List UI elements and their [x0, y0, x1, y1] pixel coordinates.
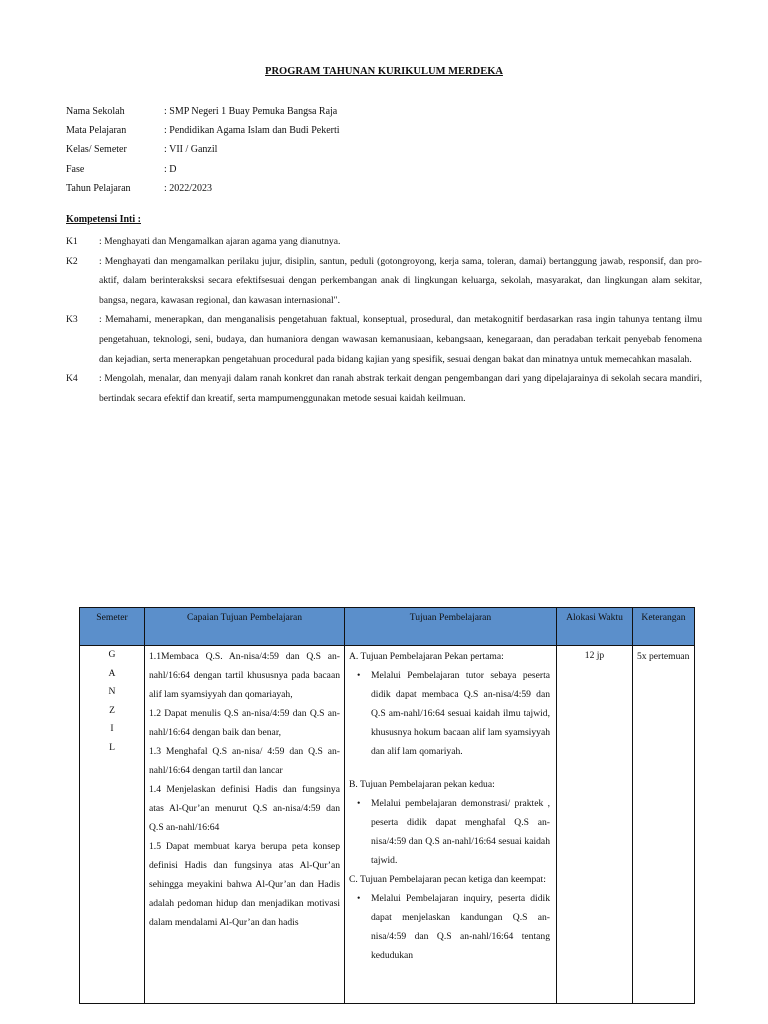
bullet-icon: •: [357, 798, 361, 809]
info-value: : Pendidikan Agama Islam dan Budi Pekerti: [164, 125, 340, 137]
capaian-item: 1.3 Menghafal Q.S an-nisa/ 4:59 dan Q.S an-nahl/16:64 dengan tartil dan lancar: [149, 746, 340, 776]
tujuan-bullet-item: [349, 666, 552, 761]
header-tujuan: Tujuan Pembelajaran: [345, 608, 557, 646]
kompetensi-inti-list: [66, 232, 702, 408]
school-info-block: [66, 102, 340, 198]
ki-item: [66, 252, 702, 311]
tujuan-heading: B. Tujuan Pembelajaran pekan kedua:: [349, 779, 495, 790]
tujuan-bullet-text: Melalui Pembelajaran inquiry, peserta didik dapat menjelaskan kandungan Q.S an-nisa/4:59 dan Q.S an-nahl/16:64 tentang kedudukan: [371, 893, 550, 961]
bullet-icon: •: [357, 670, 361, 681]
ki-item: [66, 232, 702, 252]
info-label: Mata Pelajaran: [66, 125, 127, 137]
semester-cell: [80, 646, 145, 1004]
header-capaian: Capaian Tujuan Pembelajaran: [145, 608, 345, 646]
program-table: [79, 607, 695, 1004]
semester-letter: G: [108, 649, 116, 660]
info-row-school: [66, 102, 340, 121]
info-row-subject: [66, 121, 340, 140]
document-title: PROGRAM TAHUNAN KURIKULUM MERDEKA: [265, 66, 503, 77]
capaian-item: 1.2 Dapat menulis Q.S an-nisa/4:59 dan Q.S an-nahl/16:64 dengan baik dan benar,: [149, 708, 340, 738]
capaian-item: 1.5 Dapat membuat karya berupa peta konsep definisi Hadis dan fungsinya atas Al-Qur’an sehingga meyakini bahwa Al-Qur’an dan Hadis adalah pedoman hidup dan menjadikan motivasi dalam mendalami Al-Qur’an dan hadis: [149, 841, 340, 928]
tujuan-heading: A. Tujuan Pembelajaran Pekan pertama:: [349, 651, 504, 662]
ki-text: : Menghayati dan mengamalkan perilaku jujur, disiplin, santun, peduli (gotongroyong, kerja sama, toleran, damai) bertanggung jawab, responsif, dan pro-aktif, dalam berinteraksksi secara efektifsesuai dengan perkembangan anak di lingkungan keluarga, sekolah, masyarakat, dan lingkungan alam sekitar, bangsa, negara, kawasan regional, dan kawasan internasional".: [99, 255, 702, 306]
tujuan-bullet-text: Melalui pembelajaran demonstrasi/ praktek , peserta didik dapat menghafal Q.S an-nisa/4:59 dan Q.S an-nahl/16:64 sesuai kaidah tajwid.: [371, 798, 550, 866]
ki-text: : Memahami, menerapkan, dan menganalisis pengetahuan faktual, konseptual, prosedural, dan metakognitif berdasarkan rasa ingin tahunya tentang ilmu pengetahuan, teknologi, seni, budaya, dan humaniora dengan wawasan kemanusiaan, kebangsaan, kenegaraan, dan peradaban terkait penyebab fenomena dan kejadian, serta menerapkan pengetahuan procedural pada bidang kajian yang spesifik, sesuai dengan bakat dan minatnya untuk memecahkan masalah.: [99, 314, 702, 365]
semester-letter: N: [108, 686, 116, 698]
info-label: Tahun Pelajaran: [66, 182, 131, 194]
ki-code: K1: [66, 236, 78, 247]
alokasi-cell: 12 jp: [557, 646, 633, 1004]
info-label: Kelas/ Semeter: [66, 144, 127, 156]
ki-item: [66, 310, 702, 369]
info-row-year: [66, 179, 340, 198]
info-value: : D: [164, 163, 177, 175]
info-value: : VII / Ganzil: [164, 144, 218, 156]
semester-letter: I: [110, 723, 114, 735]
info-label: Nama Sekolah: [66, 106, 125, 117]
keterangan-cell: 5x pertemuan: [633, 646, 695, 1004]
capaian-item: 1.1Membaca Q.S. An-nisa/4:59 dan Q.S an-nahl/16:64 dengan tartil khususnya pada bacaan alif lam syamsiyyah dan qomariayah,: [149, 651, 340, 700]
semester-letter: A: [108, 667, 116, 679]
ki-item: [66, 369, 702, 408]
ki-text: : Mengolah, menalar, dan menyaji dalam ranah konkret dan ranah abstrak terkait dengan pengembangan dari yang dipelajarainya di sekolah secara mandiri, bertindak secara efektif dan kreatif, serta mampumenggunakan metode sesuai kaidah keilmuan.: [99, 373, 702, 404]
tujuan-bullet-item: [349, 794, 552, 870]
semester-letter: L: [109, 741, 115, 753]
info-row-phase: [66, 160, 340, 179]
tujuan-heading: C. Tujuan Pembelajaran pecan ketiga dan keempat:: [349, 874, 546, 885]
table-row: [80, 646, 695, 1004]
semester-letter: Z: [109, 704, 115, 716]
info-row-class: [66, 140, 340, 159]
header-keterangan: Keterangan: [633, 608, 695, 646]
ki-text: : Menghayati dan Mengamalkan ajaran agama yang dianutnya.: [99, 236, 341, 247]
tujuan-cell: [345, 646, 557, 1004]
ki-code: K2: [66, 255, 78, 267]
bullet-icon: •: [357, 893, 361, 904]
capaian-cell: [145, 646, 345, 1004]
info-label: Fase: [66, 163, 85, 175]
capaian-item: 1.4 Menjelaskan definisi Hadis dan fungsinya atas Al-Qur’an menurut Q.S an-nisa/4:59 dan Q.S an-nahl/16:64: [149, 784, 340, 833]
header-semester: Semeter: [80, 608, 145, 646]
ki-code: K4: [66, 373, 78, 385]
table-header-row: [80, 608, 695, 646]
tujuan-bullet-item: [349, 889, 552, 965]
info-value: : SMP Negeri 1 Buay Pemuka Bangsa Raja: [164, 106, 338, 117]
header-alokasi: Alokasi Waktu: [557, 608, 633, 646]
ki-code: K3: [66, 314, 78, 326]
info-value: : 2022/2023: [164, 182, 213, 194]
tujuan-bullet-text: Melalui Pembelajaran tutor sebaya peserta didik dapat membaca Q.S an-nisa/4:59 dan Q.S am-nahl/16:64 sesuai kaidah ilmu tajwid, khususnya hokum bacaan alif lam syamsiyyah dan alif lam qomariyah.: [371, 670, 550, 757]
kompetensi-inti-heading: Kompetensi Inti :: [66, 214, 141, 225]
